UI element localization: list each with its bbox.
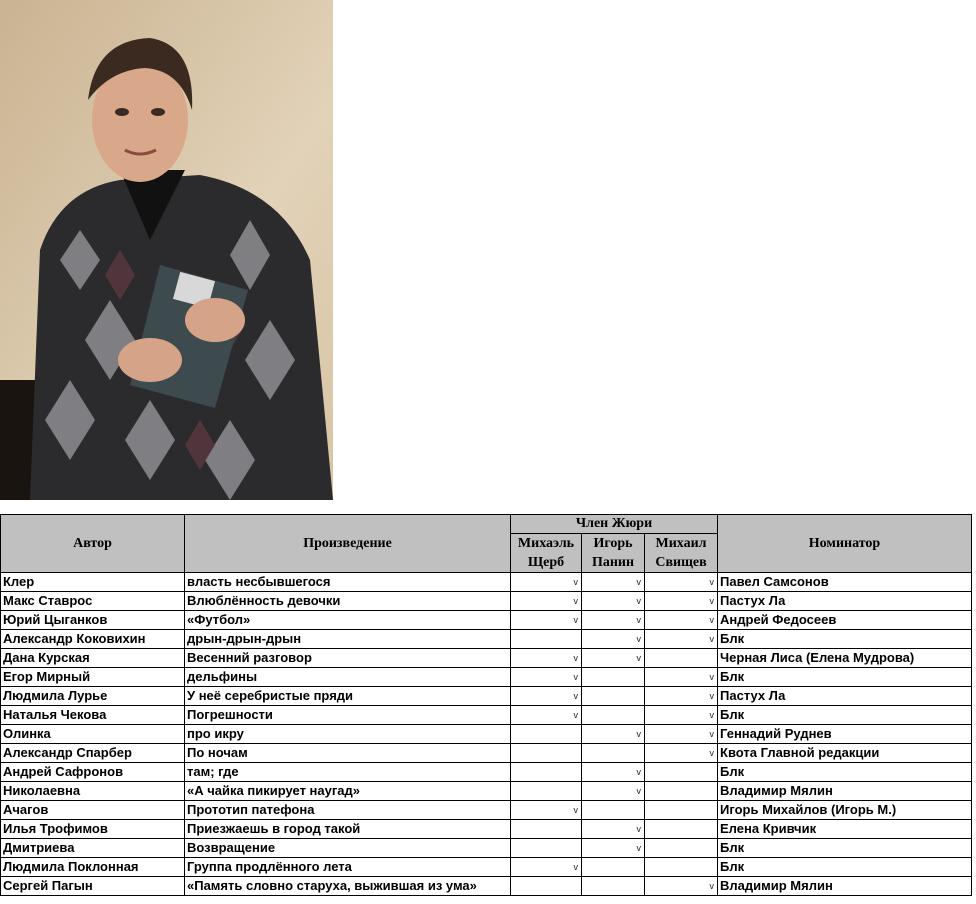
vote-cell-judge-2 (582, 744, 645, 763)
author-cell: Людмила Поклонная (1, 858, 185, 877)
table-row (1, 820, 972, 839)
work-cell: про икру (185, 725, 511, 744)
vote-cell-judge-2: v (582, 630, 645, 649)
table-row (1, 668, 972, 687)
nominator-cell: Блк (718, 630, 972, 649)
author-cell: Макс Ставрос (1, 592, 185, 611)
work-cell: «Футбол» (185, 611, 511, 630)
nominator-cell: Черная Лиса (Елена Мудрова) (718, 649, 972, 668)
jury-group-header: Член Жюри (511, 515, 718, 534)
vote-cell-judge-3 (645, 820, 718, 839)
table-row (1, 801, 972, 820)
vote-cell-judge-2 (582, 668, 645, 687)
author-cell: Александр Спарбер (1, 744, 185, 763)
vote-cell-judge-1: v (511, 611, 582, 630)
vote-cell-judge-1 (511, 630, 582, 649)
table-row (1, 782, 972, 801)
work-cell: Влюблённость девочки (185, 592, 511, 611)
work-cell: «Память словно старуха, выжившая из ума» (185, 877, 511, 896)
author-cell: Дана Курская (1, 649, 185, 668)
author-header: Автор (1, 515, 185, 573)
nominator-cell: Андрей Федосеев (718, 611, 972, 630)
judge-header-3 (645, 534, 718, 573)
judge-header-2 (582, 534, 645, 573)
vote-cell-judge-3: v (645, 706, 718, 725)
judge-last-name: Щерб (527, 555, 565, 570)
nominator-cell: Елена Кривчик (718, 820, 972, 839)
vote-cell-judge-1: v (511, 687, 582, 706)
vote-cell-judge-1: v (511, 668, 582, 687)
vote-cell-judge-3 (645, 782, 718, 801)
work-cell: Прототип патефона (185, 801, 511, 820)
vote-cell-judge-1: v (511, 706, 582, 725)
vote-cell-judge-3 (645, 649, 718, 668)
author-cell: Александр Коковихин (1, 630, 185, 649)
vote-cell-judge-1: v (511, 649, 582, 668)
vote-cell-judge-2: v (582, 763, 645, 782)
table-row (1, 573, 972, 592)
vote-cell-judge-3 (645, 801, 718, 820)
nominator-cell: Пастух Ла (718, 592, 972, 611)
nominator-cell: Геннадий Руднев (718, 725, 972, 744)
judge-first-name: Михаил (655, 536, 707, 551)
vote-cell-judge-3: v (645, 877, 718, 896)
author-cell: Олинка (1, 725, 185, 744)
author-cell: Ачагов (1, 801, 185, 820)
author-cell: Сергей Пагын (1, 877, 185, 896)
nominator-cell: Игорь Михайлов (Игорь М.) (718, 801, 972, 820)
author-cell: Егор Мирный (1, 668, 185, 687)
nominator-cell: Блк (718, 668, 972, 687)
work-cell: «А чайка пикирует наугад» (185, 782, 511, 801)
vote-cell-judge-3 (645, 839, 718, 858)
work-cell: По ночам (185, 744, 511, 763)
nominator-cell: Блк (718, 858, 972, 877)
table-row (1, 611, 972, 630)
vote-cell-judge-2: v (582, 592, 645, 611)
nominator-cell: Владимир Мялин (718, 877, 972, 896)
vote-cell-judge-1: v (511, 801, 582, 820)
vote-cell-judge-1 (511, 782, 582, 801)
vote-cell-judge-2: v (582, 649, 645, 668)
table-row (1, 592, 972, 611)
vote-cell-judge-3: v (645, 592, 718, 611)
vote-cell-judge-3: v (645, 744, 718, 763)
nominator-cell: Владимир Мялин (718, 782, 972, 801)
nominator-header: Номинатор (718, 515, 972, 573)
nominator-cell: Пастух Ла (718, 687, 972, 706)
vote-cell-judge-2: v (582, 839, 645, 858)
vote-cell-judge-1 (511, 820, 582, 839)
work-cell: Приезжаешь в город такой (185, 820, 511, 839)
work-header: Произведение (185, 515, 511, 573)
vote-cell-judge-2 (582, 706, 645, 725)
vote-cell-judge-2 (582, 687, 645, 706)
nominator-cell: Блк (718, 763, 972, 782)
nominator-cell: Квота Главной редакции (718, 744, 972, 763)
vote-cell-judge-1 (511, 839, 582, 858)
vote-cell-judge-1: v (511, 858, 582, 877)
author-cell: Николаевна (1, 782, 185, 801)
judge-header-1 (511, 534, 582, 573)
judge-last-name: Панин (591, 555, 635, 570)
vote-cell-judge-2: v (582, 725, 645, 744)
work-cell: У неё серебристые пряди (185, 687, 511, 706)
table-row (1, 649, 972, 668)
vote-cell-judge-1: v (511, 573, 582, 592)
work-cell: власть несбывшегося (185, 573, 511, 592)
vote-cell-judge-3: v (645, 687, 718, 706)
table-row (1, 725, 972, 744)
vote-cell-judge-1: v (511, 592, 582, 611)
author-cell: Юрий Цыганков (1, 611, 185, 630)
vote-cell-judge-3: v (645, 573, 718, 592)
photo-of-man-holding-book-icon (0, 0, 333, 500)
table-row (1, 858, 972, 877)
vote-cell-judge-2: v (582, 820, 645, 839)
vote-cell-judge-2: v (582, 611, 645, 630)
author-cell: Людмила Лурье (1, 687, 185, 706)
table-row (1, 630, 972, 649)
author-cell: Наталья Чекова (1, 706, 185, 725)
judge-first-name: Игорь (593, 536, 633, 551)
table-row (1, 877, 972, 896)
nominator-cell: Блк (718, 839, 972, 858)
vote-cell-judge-1 (511, 763, 582, 782)
portrait-photo (0, 0, 333, 500)
work-cell: Возвращение (185, 839, 511, 858)
judge-last-name: Свищев (655, 555, 707, 570)
vote-cell-judge-2: v (582, 782, 645, 801)
vote-cell-judge-3 (645, 858, 718, 877)
work-cell: там; где (185, 763, 511, 782)
author-cell: Илья Трофимов (1, 820, 185, 839)
vote-cell-judge-1 (511, 725, 582, 744)
nominator-cell: Павел Самсонов (718, 573, 972, 592)
vote-cell-judge-3: v (645, 611, 718, 630)
vote-cell-judge-3: v (645, 668, 718, 687)
vote-cell-judge-2 (582, 877, 645, 896)
nominees-table (0, 514, 972, 896)
table-row (1, 706, 972, 725)
author-cell: Андрей Сафронов (1, 763, 185, 782)
work-cell: дельфины (185, 668, 511, 687)
vote-cell-judge-2 (582, 801, 645, 820)
author-cell: Клер (1, 573, 185, 592)
vote-cell-judge-3: v (645, 725, 718, 744)
table-row (1, 687, 972, 706)
vote-cell-judge-2: v (582, 573, 645, 592)
table-row (1, 763, 972, 782)
vote-cell-judge-2 (582, 858, 645, 877)
vote-cell-judge-3: v (645, 630, 718, 649)
work-cell: Группа продлённого лета (185, 858, 511, 877)
work-cell: Погрешности (185, 706, 511, 725)
table-row (1, 744, 972, 763)
nominator-cell: Блк (718, 706, 972, 725)
vote-cell-judge-1 (511, 877, 582, 896)
judge-first-name: Михаэль (517, 536, 575, 551)
work-cell: дрын-дрын-дрын (185, 630, 511, 649)
work-cell: Весенний разговор (185, 649, 511, 668)
vote-cell-judge-3 (645, 763, 718, 782)
author-cell: Дмитриева (1, 839, 185, 858)
vote-cell-judge-1 (511, 744, 582, 763)
table-row (1, 839, 972, 858)
